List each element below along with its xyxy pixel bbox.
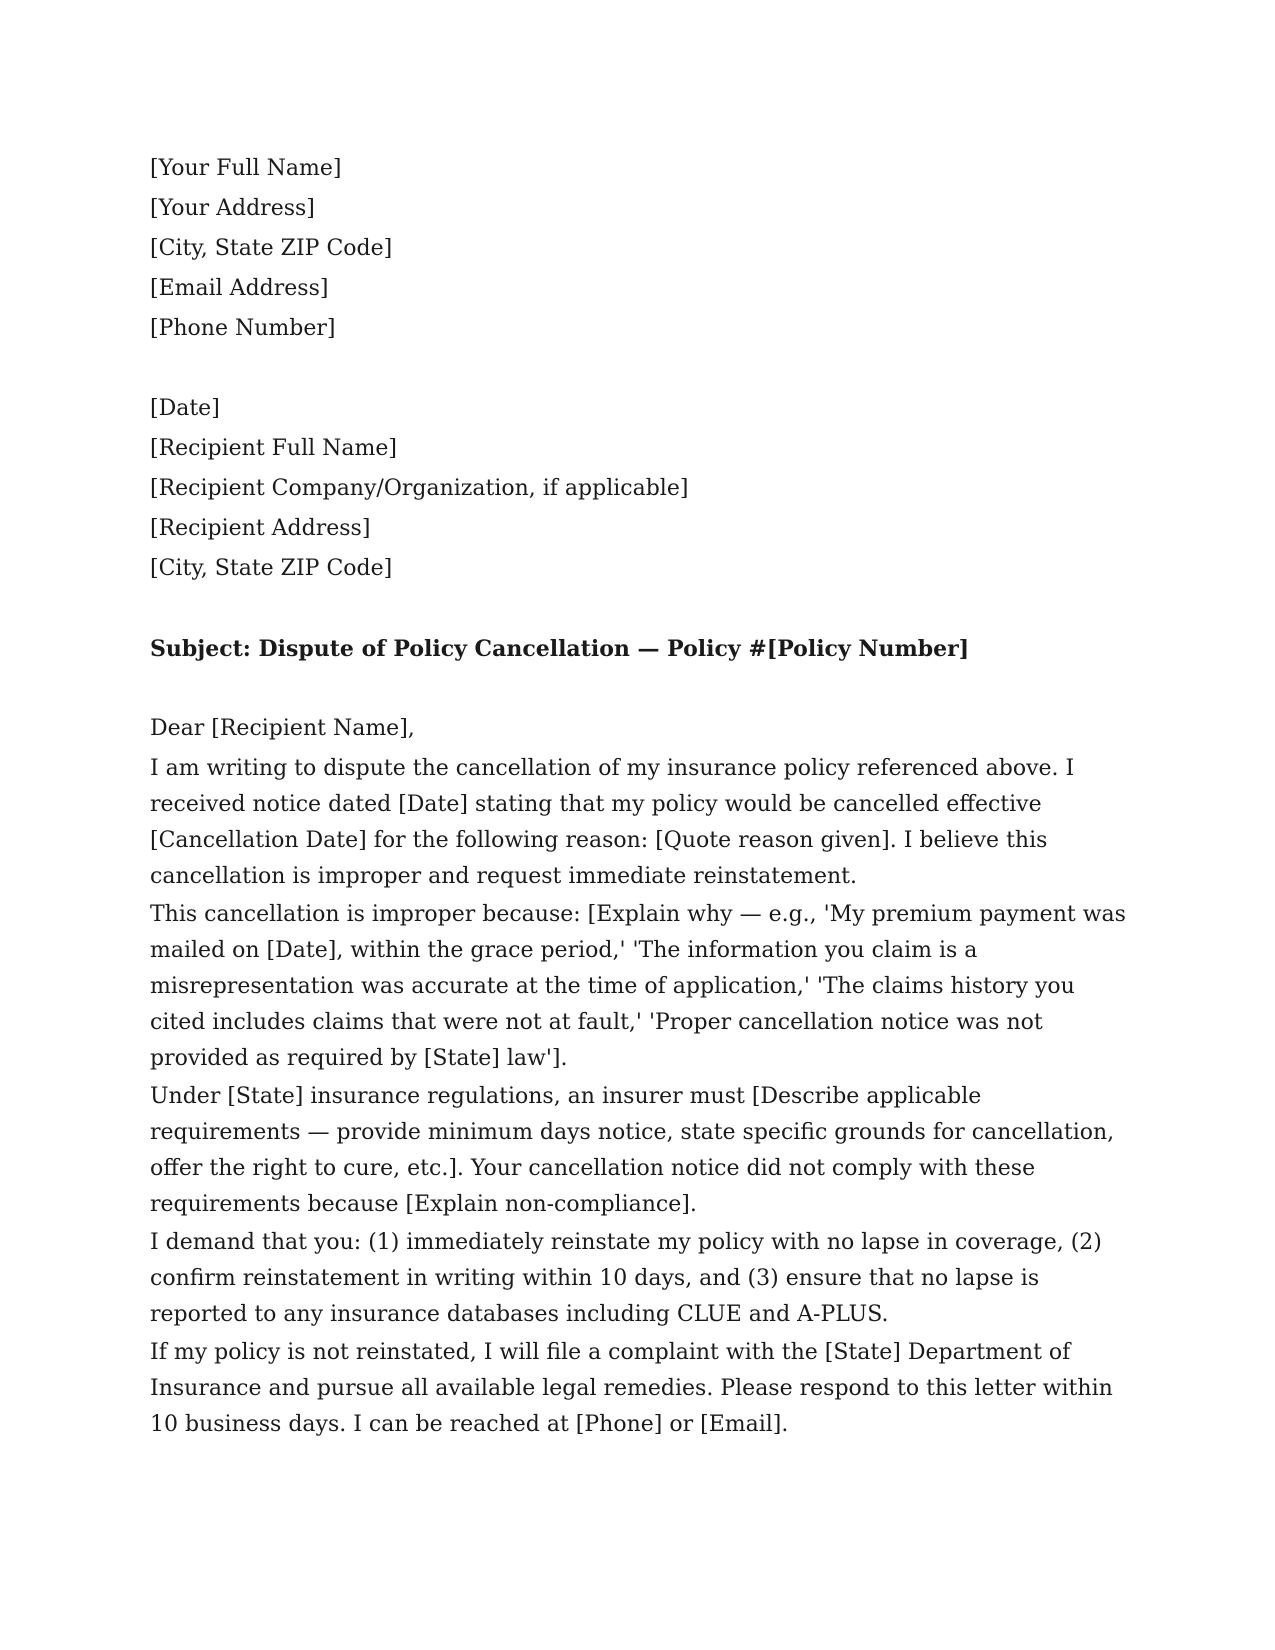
recipient-company: [Recipient Company/Organization, if applicable] (150, 476, 689, 501)
sender-address: [Your Address] (150, 196, 315, 221)
sender-city-state-zip: [City, State ZIP Code] (150, 236, 393, 261)
sender-phone: [Phone Number] (150, 316, 336, 341)
spacer (150, 349, 1130, 389)
paragraph-demands: I demand that you: (1) immediately reinstate my policy with no lapse in coverage, (2) confirm reinstatement in writing within 10 days, and (3) ensure that no lapse is reported to any insurance databases including CLUE and A-PLUS. (150, 1230, 1102, 1327)
subject-line: Subject: Dispute of Policy Cancellation — Policy #[Policy Number] (150, 636, 970, 662)
paragraph-reason: This cancellation is improper because: [Explain why — e.g., 'My premium payment was mailed on [Date], within the grace period,' 'The information you claim is a misrepresentation was accurate at the time of application,' 'The claims history you cited includes claims that were not at fault,' 'Proper cancellation notice was not provided as required by [State] law']. (150, 902, 1126, 1071)
sender-email: [Email Address] (150, 276, 329, 301)
paragraph-closing: If my policy is not reinstated, I will file a complaint with the [State] Department of Insurance and pursue all available legal remedies. Please respond to this letter within 10 business days. I can be reached at [Phone] or [Email]. (150, 1340, 1113, 1437)
letter-body (150, 149, 1130, 1443)
recipient-address: [Recipient Address] (150, 516, 371, 541)
recipient-address-block (150, 389, 1130, 589)
paragraph-regulations: Under [State] insurance regulations, an insurer must [Describe applicable requirements — provide minimum days notice, state specific grounds for cancellation, offer the right to cure, etc.]. Your cancellation notice did not comply with these requirements because [Explain non-compliance]. (150, 1084, 1115, 1217)
letter-date: [Date] (150, 396, 220, 421)
recipient-name: [Recipient Full Name] (150, 436, 397, 461)
spacer (150, 589, 1130, 629)
spacer (150, 669, 1130, 709)
recipient-city-state-zip: [City, State ZIP Code] (150, 556, 393, 581)
sender-address-block (150, 149, 1130, 349)
paragraph-dispute: I am writing to dispute the cancellation of my insurance policy referenced above. I received notice dated [Date] stating that my policy would be cancelled effective [Cancellation Date] for the following reason: [Quote reason given]. I believe this cancellation is improper and request immediate reinstatement. (150, 756, 1075, 889)
sender-name: [Your Full Name] (150, 156, 342, 181)
salutation: Dear [Recipient Name], (150, 716, 415, 741)
